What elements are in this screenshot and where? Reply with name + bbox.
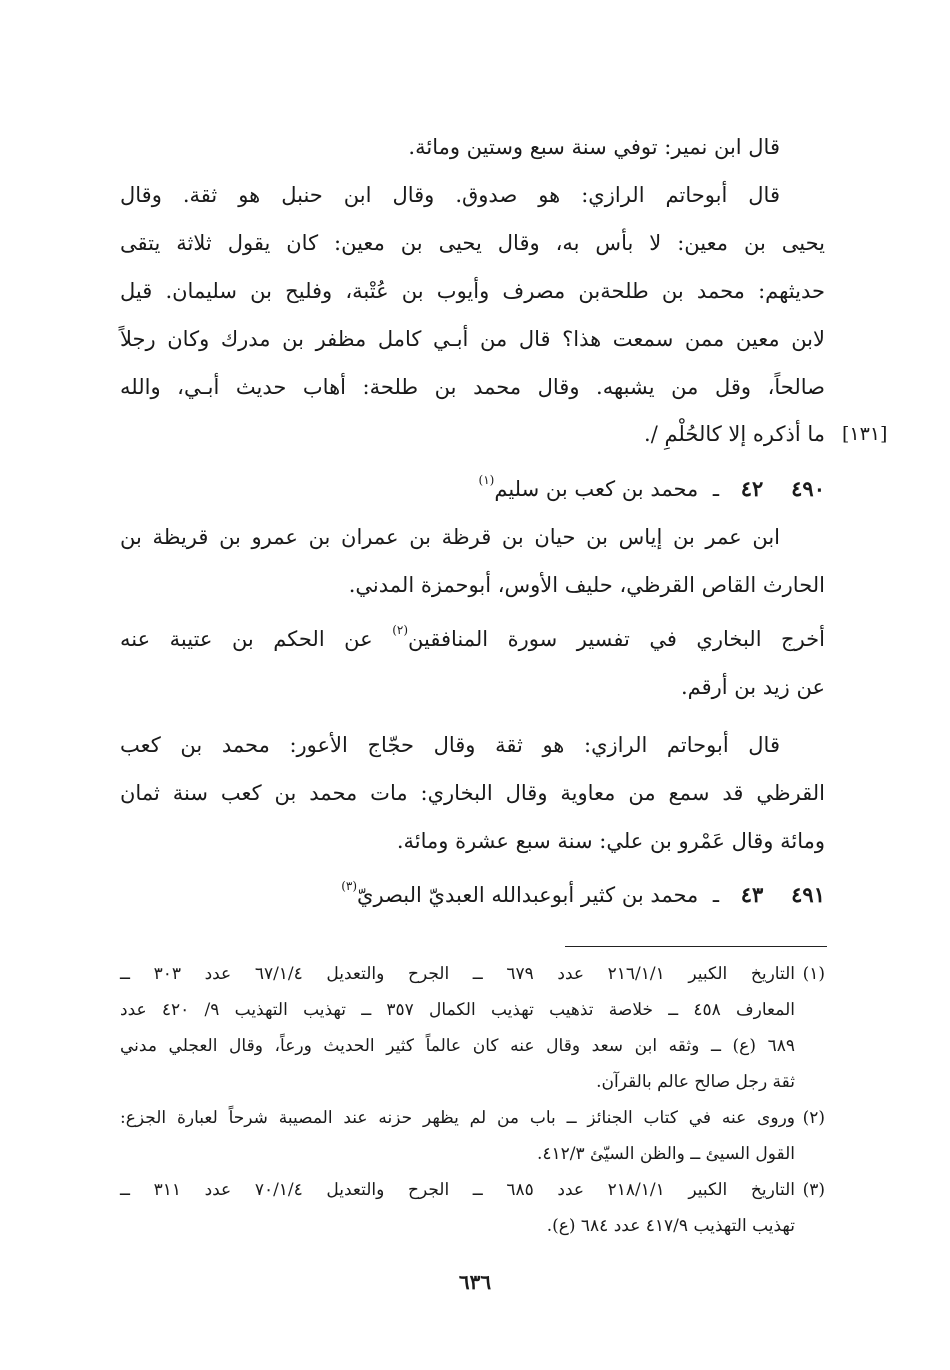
entry-global-number: ٤٩١ — [791, 882, 825, 907]
entry-490-line-2: الحارث القاص القرظي، حليف الأوس، أبوحمزة المدني. — [348, 573, 825, 597]
footnote-text: وروى عنه في كتاب الجنائز ــ باب من لم يظهر حزنه عند المصيبة شرحاً لعبارة الجزع: — [120, 1108, 795, 1128]
entry-dash: ـ — [712, 883, 720, 907]
body-line-6: صالحاً، وقل من يشبهه. وقال محمد بن طلحة: أهاب حديث أبـي، والله — [120, 375, 825, 399]
text-segment: عن الحكم بن عتيبة عنه — [120, 627, 393, 651]
footnote-3-line-1 — [120, 1176, 825, 1205]
entry-490-heading — [120, 474, 825, 504]
entry-name: محمد بن كثير أبوعبدالله العبديّ البصريّ — [357, 883, 699, 907]
entry-490-line-7: ومائة وقال عَمْرو بن علي: سنة سبع عشرة ومائة. — [396, 829, 825, 853]
body-line-3: يحيى بن معين: لا بأس به، وقال يحيى بن معين: كان يقول ثلاثة يتقى — [120, 231, 825, 255]
body-line-2: قال أبوحاتم الرازي: هو صدوق. وقال ابن حنبل هو ثقة. وقال — [120, 183, 780, 207]
footnote-ref: (١) — [478, 473, 495, 487]
entry-490-line-4: عن زيد بن أرقم. — [680, 675, 825, 699]
entry-dash: ـ — [712, 477, 720, 501]
entry-490-line-1: ابن عمر بن إياس بن حيان بن قرظة بن عمران بن عمرو بن قريظة بن — [120, 525, 780, 549]
footnote-number: (١) — [802, 964, 825, 984]
footnote-text: التاريخ الكبير ٢١٦/١/١ عدد ٦٧٩ ــ الجرح والتعديل ٦٧/١/٤ عدد ٣٠٣ ــ — [120, 964, 795, 984]
entry-490-line-6: القرظي قد سمع من معاوية وقال البخاري: مات محمد بن كعب سنة ثمان — [120, 781, 825, 805]
footnote-1-line-3: ٦٨٩ (ع) ــ وثقه ابن سعد وقال عنه كان عالماً كثير الحديث ورعاً، وقال العجلي مدني — [120, 1036, 795, 1056]
entry-491-heading — [120, 880, 825, 910]
body-line-7: ما أذكره إلا كالحُلْمِ /. — [644, 422, 825, 446]
body-line-1: قال ابن نمير: توفي سنة سبع وستين ومائة. — [408, 135, 780, 159]
footnote-number: (٣) — [802, 1180, 825, 1200]
entry-name: محمد بن كعب بن سليم — [494, 477, 699, 501]
entry-local-number: ٤٢ — [740, 476, 764, 501]
body-line-5: لابن معين ممن سمعت هذا؟ قال من أبـي كامل مظفر بن مدرك وكان رجلاً — [120, 327, 825, 351]
footnote-3-line-2: تهذيب التهذيب ٤١٧/٩ عدد ٦٨٤ (ع). — [546, 1216, 795, 1236]
footnote-2-line-1 — [120, 1104, 825, 1133]
footnote-2-line-2: القول السيئ ــ والظن السيّئ ٤١٢/٣. — [536, 1144, 795, 1164]
footnote-ref: (٣) — [341, 879, 358, 893]
footnote-number: (٢) — [802, 1108, 825, 1128]
footnote-ref: (٢) — [392, 623, 409, 637]
entry-490-line-3 — [120, 624, 825, 654]
footnote-separator — [565, 946, 827, 947]
text-segment: أخرج البخاري في تفسير سورة المنافقين — [408, 627, 825, 651]
entry-global-number: ٤٩٠ — [791, 476, 825, 501]
footnote-1-line-4: ثقة رجل صالح عالم بالقرآن. — [596, 1072, 795, 1092]
footnote-1-line-2: المعارف ٤٥٨ ــ خلاصة تذهيب تهذيب الكمال ٣٥٧ ــ تهذيب التهذيب ٩/ ٤٢٠ عدد — [120, 1000, 795, 1020]
entry-local-number: ٤٣ — [740, 882, 764, 907]
footnote-text: التاريخ الكبير ٢١٨/١/١ عدد ٦٨٥ ــ الجرح والتعديل ٧٠/١/٤ عدد ٣١١ ــ — [120, 1180, 795, 1200]
footnote-1-line-1 — [120, 960, 825, 989]
entry-490-line-5: قال أبوحاتم الرازي: هو ثقة وقال حجّاج الأعور: محمد بن كعب — [120, 733, 780, 757]
page-number: ٦٣٦ — [458, 1270, 492, 1294]
margin-reference: [١٣١] — [842, 423, 888, 445]
body-line-4: حديثهم: محمد بن طلحةبن مصرف وأيوب بن عُتْبة، وفليح بن سليمان. قيل — [120, 279, 825, 303]
